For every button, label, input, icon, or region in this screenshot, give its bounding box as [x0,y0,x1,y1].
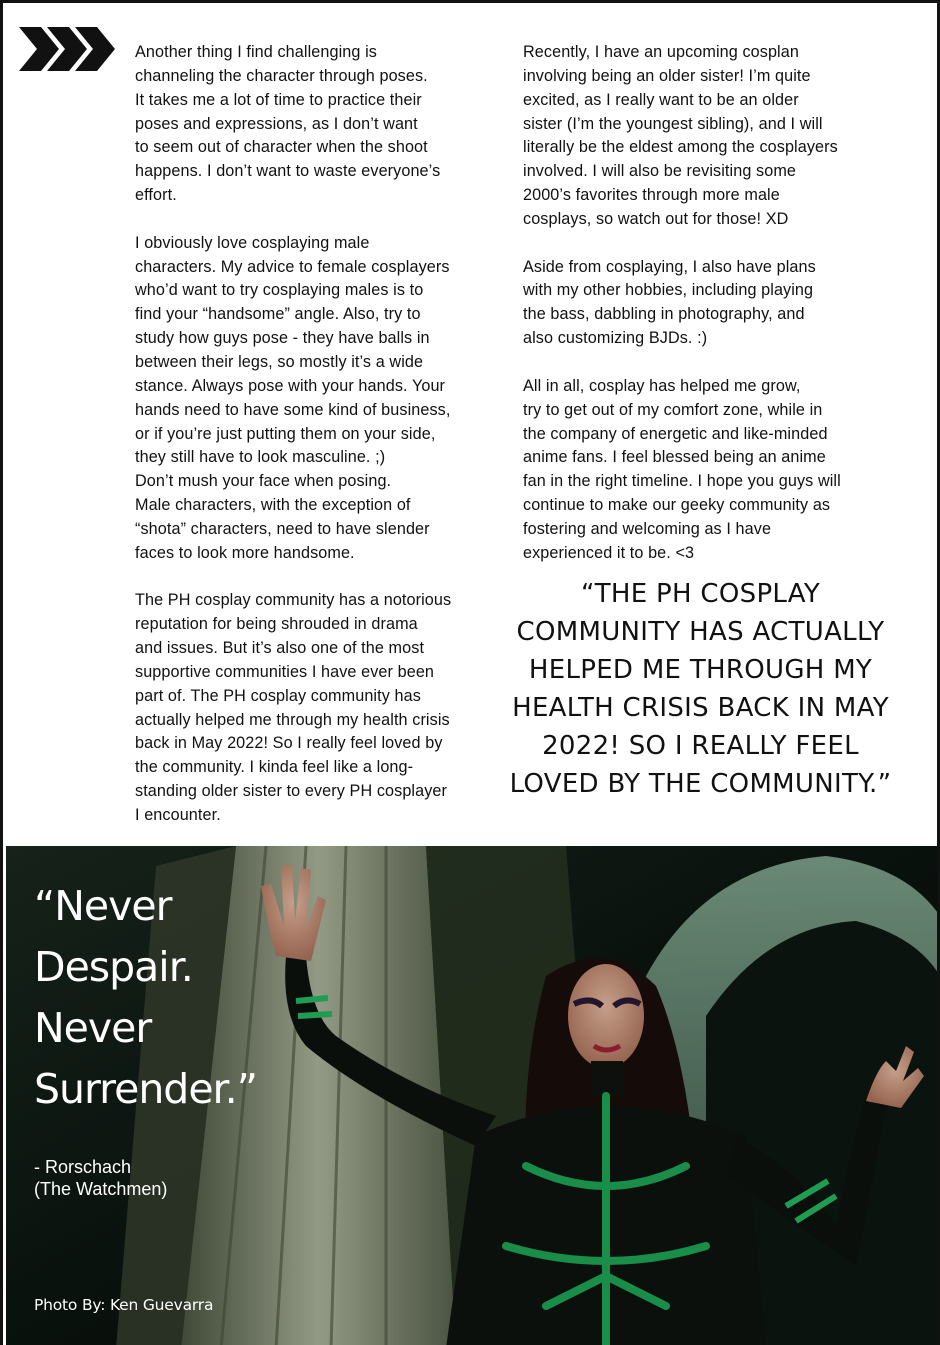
pull-quote-line: COMMUNITY HAS ACTUALLY [516,617,885,647]
text-line: anime fans. I feel blessed being an anime [523,448,826,467]
text-line: with my other hobbies, including playing [523,281,814,300]
text-line: All in all, cosplay has helped me grow, [523,376,801,395]
text-line: also customizing BJDs. :) [523,329,708,348]
text-line: “shota” characters, need to have slender [135,519,430,538]
paragraph-gap [523,232,873,256]
paragraph-gap [135,208,480,232]
cosplay-photo [6,846,940,1345]
overlay-quote-line: Never [34,1004,152,1052]
text-line: It takes me a lot of time to practice their [135,90,422,109]
pull-quote-line: 2022! SO I REALLY FEEL [542,731,859,761]
text-line: literally be the eldest among the cosplayers [523,138,838,157]
text-line: the bass, dabbling in photography, and [523,305,805,324]
text-line: cosplays, so watch out for those! XD [523,209,789,228]
text-line: sister (I’m the youngest sibling), and I will [523,114,823,133]
pull-quote-line: HEALTH CRISIS BACK IN MAY [512,693,889,723]
triple-chevron-right-icon [19,27,117,71]
text-line: poses and expressions, as I don’t want [135,114,418,133]
paragraph-gap [523,351,873,375]
text-line: find your “handsome” angle. Also, try to [135,305,421,324]
text-line: Don’t mush your face when posing. [135,472,392,491]
text-line: or if you’re just putting them on your side, [135,424,436,443]
text-line: characters. My advice to female cosplayers [135,257,450,276]
text-line: study how guys pose - they have balls in [135,329,430,348]
pull-quote-line: LOVED BY THE COMMUNITY.” [509,769,892,799]
text-line: they still have to look masculine. ;) [135,448,386,467]
text-line: Another thing I find challenging is [135,43,377,61]
text-line: hands need to have some kind of business, [135,400,451,419]
text-line: The PH cosplay community has a notorious [135,591,452,610]
text-line: Recently, I have an upcoming cosplan [523,43,799,61]
text-line: involving being an older sister! I’m quite [523,66,811,85]
overlay-quote-line: Despair. [34,943,193,991]
text-line: who’d want to try cosplaying males is to [135,281,424,300]
text-line: experienced it to be. <3 [523,543,695,562]
text-line: to seem out of character when the shoot [135,138,428,157]
text-line: Aside from cosplaying, I also have plans [523,257,816,276]
text-line: try to get out of my comfort zone, while in [523,400,823,419]
pull-quote [493,575,908,803]
text-line: actually helped me through my health crisis [135,710,450,729]
text-line: supportive communities I have ever been [135,662,435,681]
text-line: involved. I will also be revisiting some [523,162,797,181]
article-right-column [523,41,873,566]
text-line: channeling the character through poses. [135,66,428,85]
attribution-line: - Rorschach [34,1157,132,1177]
text-line: the company of energetic and like-minded [523,424,828,443]
text-line: between their legs, so mostly it’s a wide [135,352,424,371]
text-line: and issues. But it’s also one of the most [135,639,425,658]
text-line: the community. I kinda feel like a long- [135,758,414,777]
quote-attribution [34,1156,167,1200]
photo-credit: Photo By: Ken Guevarra [34,1296,214,1314]
text-line: stance. Always pose with your hands. Your [135,376,446,395]
text-line: part of. The PH cosplay community has [135,686,421,705]
text-line: I encounter. [135,806,221,824]
text-line: Male characters, with the exception of [135,496,411,515]
pull-quote-line: HELPED ME THROUGH MY [528,655,873,685]
text-line: happens. I don’t want to waste everyone’s [135,162,441,181]
text-line: 2000’s favorites through more male [523,186,780,205]
overlay-quote [34,876,257,1120]
pull-quote-line: “THE PH COSPLAY [580,579,821,609]
text-line: reputation for being shrouded in drama [135,615,418,634]
text-line: back in May 2022! So I really feel loved by [135,734,443,753]
text-line: effort. [135,186,177,205]
text-line: I obviously love cosplaying male [135,233,370,252]
overlay-quote-line: “Never [34,882,172,930]
article-left-column [135,41,480,828]
text-line: fostering and welcoming as I have [523,519,772,538]
text-line: faces to look more handsome. [135,543,355,562]
text-line: excited, as I really want to be an older [523,90,799,109]
text-line: fan in the right timeline. I hope you guys will [523,472,841,491]
overlay-quote-line: Surrender.” [34,1065,257,1113]
text-line: continue to make our geeky community as [523,496,831,515]
text-line: standing older sister to every PH cosplayer [135,782,448,801]
paragraph-gap [135,566,480,590]
attribution-line: (The Watchmen) [34,1179,168,1199]
